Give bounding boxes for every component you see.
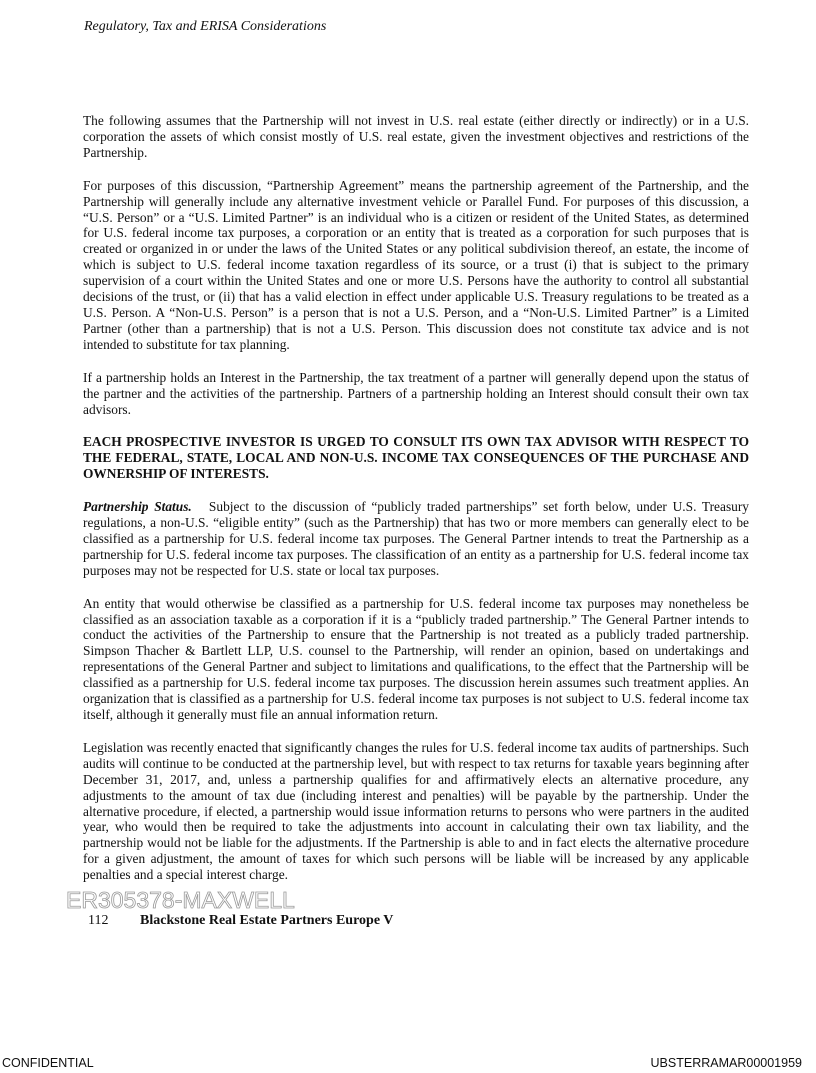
partnership-status-text: Subject to the discussion of “publicly traded partnerships” set forth below, under U.S. Treasury regulations, a non-U.S. “eligible entity” (such as the Partnership) that has two or more members can generally elect to be classified as a partnership for U.S. federal income tax purposes. The General Partner intends to treat the Partnership as a partnership for U.S. federal income tax purposes. The classification of an entity as a partnership for U.S. federal income tax purposes may not be respected for U.S. state or local tax purposes. [83, 499, 750, 578]
running-header: Regulatory, Tax and ERISA Considerations [84, 19, 327, 34]
footer-title: Blackstone Real Estate Partners Europe V [140, 913, 394, 929]
paragraph-6: An entity that would otherwise be classified as a partnership for U.S. federal income tax purposes may nonetheless be classified as an association taxable as a corporation if it is a “publicly traded partnership.” The General Partner intends to conduct the activities of the Partnership to ensure that the Partnership is not treated as a publicly traded partnership. Simpson Thacher & Bartlett LLP, U.S. counsel to the Partnership, will render an opinion, based on undertakings and representations of the General Partner and subject to limitations and qualifications, to the effect that the Partnership will be classified as a partnership for U.S. federal income tax purposes. The discussion herein assumes such treatment applies. An organization that is classified as a partnership for U.S. federal income tax purposes is not subject to U.S. federal income tax itself, although it generally must file an annual information return. [83, 595, 749, 722]
paragraph-2: For purposes of this discussion, “Partnership Agreement” means the partnership agreement of the Partnership, and the Partnership will generally include any alternative investment vehicle or Parallel Fund. For purposes of this discussion, a “U.S. Person” or a “U.S. Limited Partner” is an individual who is a citizen or resident of the United States, as determined for U.S. federal income tax purposes, a corporation or an entity that is treated as a corporation for such purposes that is created or organized in or under the laws of the United States or any political subdivision thereof, an estate, the income of which is subject to U.S. federal income taxation regardless of its source, or a trust (i) that is subject to the primary supervision of a court within the United States and one or more U.S. Persons have the authority to control all substantial decisions of the trust, or (ii) that has a valid election in effect under applicable U.S. Treasury regulations to be treated as a U.S. Person. A “Non-U.S. Person” is a person that is not a U.S. Person, and a “Non-U.S. Limited Partner” is a Limited Partner (other than a partnership) that is not a U.S. Person. This discussion does not constitute tax advice and is not intended to substitute for tax planning. [83, 177, 749, 352]
confidential-label: CONFIDENTIAL [2, 1056, 94, 1070]
bates-number: UBSTERRAMAR00001959 [650, 1056, 802, 1070]
tax-advisor-warning: EACH PROSPECTIVE INVESTOR IS URGED TO CONSULT ITS OWN TAX ADVISOR WITH RESPECT TO THE FEDERAL, STATE, LOCAL AND NON-U.S. INCOME TAX CONSEQUENCES OF THE PURCHASE AND OWNERSHIP OF INTERESTS. [83, 434, 749, 482]
partnership-status-heading: Partnership Status. [83, 499, 192, 515]
page-footer [88, 912, 749, 929]
page-body [66, 18, 750, 929]
paragraph-partnership-status [83, 499, 749, 579]
paragraph-7: Legislation was recently enacted that significantly changes the rules for U.S. federal income tax audits of partnerships. Such audits will continue to be conducted at the partnership level, but with respect to tax returns for taxable years beginning after December 31, 2017, and, unless a partnership qualifies for and affirmatively elects an alternative procedure, any adjustments to the amount of tax due (including interest and penalties) will be payable by the partnership. Under the alternative procedure, if elected, a partnership would issue information returns to persons who were partners in the audited year, who would then be required to take the adjustments into account in calculating their own tax liability, and the partnership would not be liable for the adjustments. If the Partnership is able to and in fact elects the alternative procedure for a given adjustment, the amount of taxes for which such persons will be liable will be increased by any applicable penalties and a special interest charge. [83, 739, 749, 883]
paragraph-1: The following assumes that the Partnership will not invest in U.S. real estate (either directly or indirectly) or in a U.S. corporation the assets of which consist mostly of U.S. real estate, given the investment objectives and restrictions of the Partnership. [83, 113, 749, 160]
paragraph-3: If a partnership holds an Interest in the Partnership, the tax treatment of a partner will generally depend upon the status of the partner and the activities of the partnership. Partners of a partnership holding an Interest should consult their own tax advisors. [83, 369, 749, 417]
page-number: 112 [88, 913, 109, 929]
watermark-stamp: ER305378-MAXWELL [66, 887, 295, 914]
